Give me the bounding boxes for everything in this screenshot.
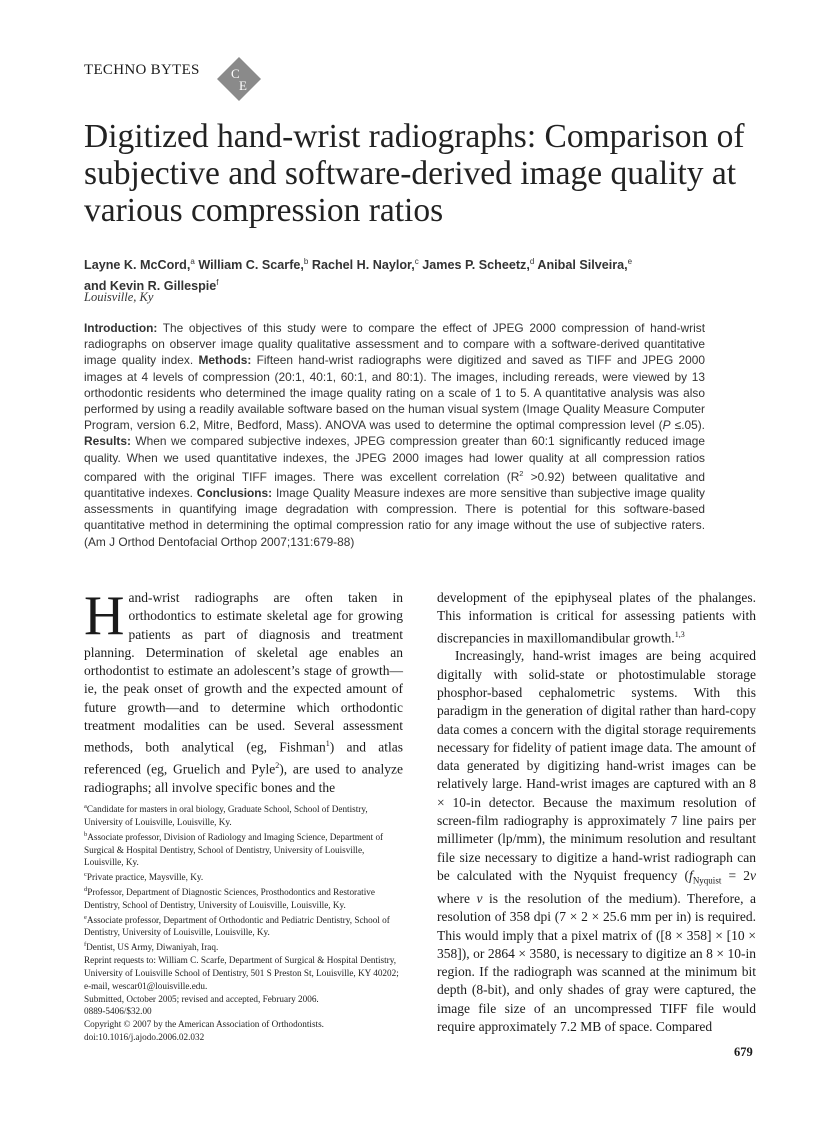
citation-link[interactable]: 1: [325, 739, 330, 749]
doi: doi:10.1016/j.ajodo.2006.02.032: [84, 1031, 205, 1042]
abstract-methods-label: Methods:: [198, 353, 252, 368]
math-subscript: Nyquist: [692, 875, 722, 886]
body-text: and-wrist radiographs are often taken in orthodontics to estimate skeletal age for growing patients as part of diagnosis and treatment planning. Determination of skeletal age enables an orthodontist to estimate an adolescent’s stage of growth—ie, the peak onset of growth and the expected amount of future growth—and to determine which orthodontic treatment modalities can be used. Several assessment methods, both analytical (eg, Fishman: [84, 590, 403, 755]
footnotes: [84, 801, 403, 1044]
math-text: = 2: [721, 867, 750, 883]
footnote-mark: f: [84, 941, 87, 949]
footnote-mark: d: [84, 885, 88, 893]
abstract: [84, 320, 705, 550]
abstract-intro-text: The objectives of this study were to compare the effect of JPEG 2000 compression of hand-wrist radiographs on observer image quality qualitative assessment and to compare with a software-derived quantitative image quality index.: [84, 321, 705, 368]
body-text: ) and atlas referenced (eg, Gruelich and Pyle: [84, 739, 403, 777]
footnote-text: Associate professor, Department of Orthodontic and Pediatric Dentistry, School of Dentistry, University of Louisville, Louisville, Ky.: [84, 914, 390, 938]
footnote: [84, 884, 403, 912]
footnote: [84, 869, 403, 884]
footnote-text: Associate professor, Division of Radiology and Imaging Science, Department of Surgical & Hospital Dentistry, School of Dentistry, University of Louisville, Louisville, Ky.: [84, 831, 384, 868]
body-paragraph: [437, 647, 756, 1036]
footnote-text: Candidate for masters in oral biology, Graduate School, School of Dentistry, University of Louisville, Louisville, Ky.: [84, 804, 368, 827]
author-location: Louisville, Ky: [84, 290, 154, 304]
author-mark: e: [627, 257, 633, 266]
body-text: ), are used to analyze radiographs; all involve specific bones and the: [84, 761, 403, 795]
math-symbol: v: [750, 867, 756, 883]
footnote-mark: c: [84, 871, 87, 879]
author-name: Anibal Silveira,: [537, 258, 628, 273]
footnote: [84, 829, 403, 869]
body-text: development of the epiphyseal plates of the phalanges. This information is critical for assessing patients with discrepancies in maxillomandibular growth.: [437, 590, 756, 646]
author-name: Layne K. McCord,: [84, 258, 191, 273]
body-column-right: [437, 589, 756, 1036]
copyright: Copyright © 2007 by the American Association of Orthodontists.: [84, 1019, 324, 1030]
body-paragraph: [84, 585, 403, 797]
drop-cap: H: [84, 585, 125, 647]
citation-link[interactable]: 2: [275, 761, 280, 771]
submission-dates: Submitted, October 2005; revised and accepted, February 2006.: [84, 993, 319, 1004]
author-mark: a: [190, 257, 195, 266]
author-mark: d: [529, 257, 535, 266]
footnote: [84, 801, 403, 829]
author-mark: c: [414, 257, 419, 266]
badge-letter-e: E: [239, 78, 247, 93]
abstract-p-symbol: P: [662, 418, 671, 433]
footnote: [84, 939, 403, 954]
abstract-results-sup: 2: [519, 468, 524, 478]
body-text: Increasingly, hand-wrist images are being acquired digitally with solid-state or photostimulable storage phosphor-based cephalometric systems. With this paradigm in the generation of digital rather than hard-copy data comes a concern with the digital storage requirements necessary for fidelity of patient image data. The amount of data generated by digitizing hand-wrist images can be relatively large. Hand-wrist images are captured with an 8 × 10-in detector. Because the maximum resolution of screen-film radiography is approximately 7 line pairs per millimeter (lp/mm), the minimum resolution and resultant file size necessary to digitize a hand-wrist radiograph can be calculated with the Nyquist frequency (: [437, 648, 756, 883]
badge-letter-c: C: [231, 66, 240, 81]
author-mark: f: [216, 278, 219, 288]
reprint-info: Reprint requests to: William C. Scarfe, Department of Surgical & Hospital Dentistry, University of Louisville School of Dentistry, 501 S Preston St, Louisville, KY 40202; e-mail, wescar01@louisville.edu.: [84, 955, 399, 991]
body-column-left: [84, 585, 403, 797]
footnote-mark: b: [84, 830, 88, 838]
abstract-results-text-end: >0.92) between qualitative and quantitative indexes.: [84, 469, 705, 500]
abstract-methods-text-end: ≤.05).: [670, 418, 705, 433]
abstract-methods-text: Fifteen hand-wrist radiographs were digitized and saved as TIFF and JPEG 2000 images at 4 levels of compression (20:1, 40:1, 60:1, and 80:1). The images, including rereads, were viewed by 13 orthodontic residents who determined the image quality rating on a scale of 1 to 5. A quantitative analysis was also performed by using a readily available software based on the human visual system (Image Quality Measure Computer Program, version 6.2, Mitre, Bedford, Mass). ANOVA was used to determine the optimal compression level (: [84, 353, 705, 433]
article-title: Digitized hand-wrist radiographs: Comparison of subjective and software-derived image quality at various compression ratios: [84, 118, 745, 229]
footnote-mark: e: [84, 913, 87, 921]
footnote-mark: a: [84, 803, 87, 810]
author-mark: b: [303, 257, 309, 266]
page-number: 679: [734, 1045, 753, 1059]
body-paragraph: [437, 589, 756, 647]
author-name: and Kevin R. Gillespie: [84, 279, 217, 294]
price-code: 0889-5406/$32.00: [84, 1006, 152, 1017]
abstract-conclusions-label: Conclusions:: [196, 486, 273, 500]
math-symbol: v: [476, 890, 483, 906]
abstract-results-text: When we compared subjective indexes, JPEG compression greater than 60:1 significantly reduced image quality. When we used quantitative indexes, the JPEG 2000 images had lower quality at all compression ratios compared with the original TIFF images. There was excellent correlation (R: [84, 434, 705, 484]
footnote: [84, 912, 403, 940]
body-text: is the resolution of the medium). Therefore, a resolution of 358 dpi (7 × 2 × 25.6 mm per in) is required. This would imply that a pixel matrix of ([8 × 358] × [10 × 358]), or 2864 × 3580, is necessary to digitize an 8 × 10-in region. If the radiograph was scanned at the minimum bit depth (8-bit), and only shades of gray were captured, the image file size of an uncompressed TIFF file would require approximately 7.2 MB of space. Compared: [437, 890, 756, 1035]
footnote-text: Professor, Department of Diagnostic Sciences, Prosthodontics and Restorative Dentistry, School of Dentistry, University of Louisville, Louisville, Ky.: [84, 887, 375, 910]
body-text: where: [437, 890, 477, 906]
author-name: William C. Scarfe,: [198, 258, 304, 273]
author-list: [84, 253, 724, 295]
footnote-text: Dentist, US Army, Diwaniyah, Iraq.: [86, 942, 219, 953]
footnote-text: Private practice, Maysville, Ky.: [86, 872, 204, 883]
citation-link[interactable]: 1,3: [674, 629, 685, 639]
math-symbol: f: [689, 867, 693, 883]
author-name: James P. Scheetz,: [422, 258, 530, 273]
section-label: TECHNO BYTES: [84, 62, 200, 78]
author-name: Rachel H. Naylor,: [311, 258, 415, 273]
abstract-conclusions-text: Image Quality Measure indexes are more sensitive than subjective image quality assessments in quantifying image degradation with compression. There is potential for this software-based quantitative method in determining the optimal compression ratio for any image without the use of subjective raters. (Am J Orthod Dentofacial Orthop 2007;131:679-88): [84, 486, 705, 549]
ce-badge-icon: [216, 56, 262, 102]
abstract-results-label: Results:: [84, 434, 131, 449]
abstract-intro-label: Introduction:: [84, 321, 158, 335]
